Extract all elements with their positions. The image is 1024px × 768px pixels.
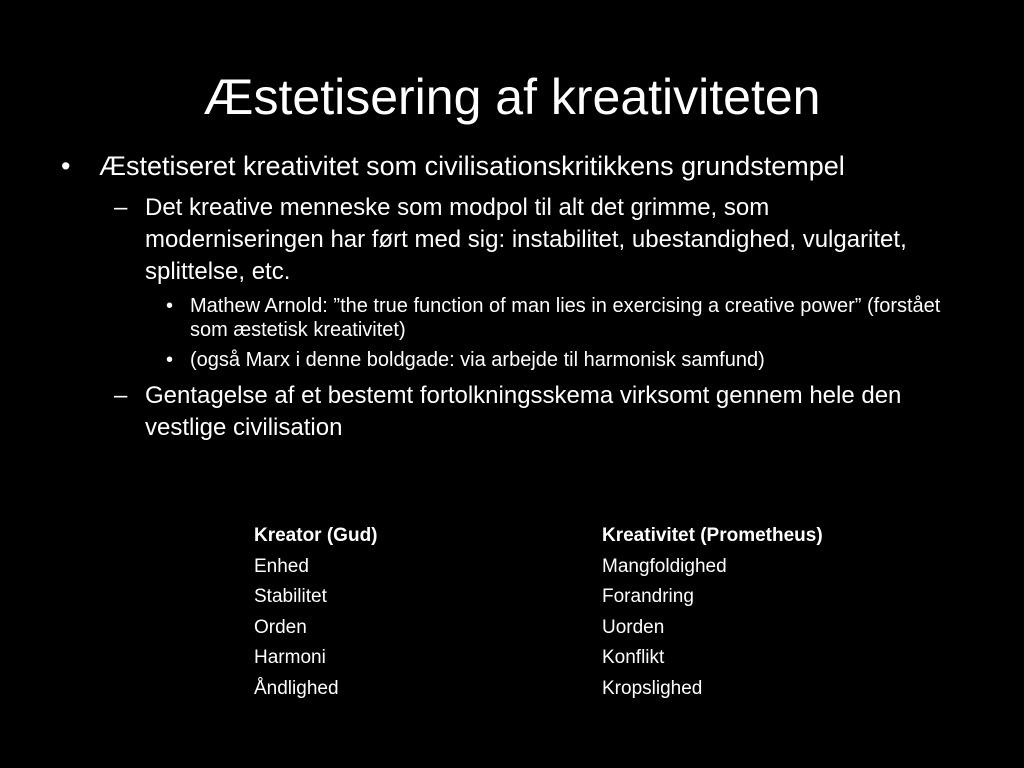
table-cell: Åndlighed xyxy=(254,677,339,699)
bullet-marker: • xyxy=(61,151,71,181)
bullet-text: Mathew Arnold: ”the true function of man lies in exercising a creative power” (forstået som æstetisk kreativitet) xyxy=(190,295,941,341)
table-cell: Enhed xyxy=(254,555,309,577)
table-cell: Orden xyxy=(254,616,307,638)
table-cell: Harmoni xyxy=(254,647,326,669)
bullet-item-level3 xyxy=(166,294,950,342)
table-cell: Uorden xyxy=(602,616,665,638)
bullet-item-level3 xyxy=(166,348,950,372)
bullet-item-level1 xyxy=(61,150,899,182)
slide-title: Æstetisering af kreativiteten xyxy=(203,69,821,125)
comparison-column-left xyxy=(254,521,378,705)
table-cell: Stabilitet xyxy=(254,586,327,608)
bullet-marker: • xyxy=(166,295,174,317)
bullet-text: Æstetiseret kreativitet som civilisationskritikkens grundstempel xyxy=(99,151,845,181)
comparison-column-right xyxy=(602,521,823,705)
table-cell: Mangfoldighed xyxy=(602,555,727,577)
bullet-item-level2 xyxy=(114,192,935,288)
table-cell: Konflikt xyxy=(602,647,665,669)
bullet-marker: • xyxy=(166,349,174,371)
bullet-list xyxy=(0,150,1024,444)
bullet-item-level2 xyxy=(114,380,935,444)
bullet-text: Det kreative menneske som modpol til alt det grimme, som moderniseringen har ført med sig: instabilitet, ubestandighed, vulgaritet, splittelse, etc. xyxy=(145,194,907,285)
dash-marker: – xyxy=(114,194,128,221)
dash-marker: – xyxy=(114,382,128,409)
column-header: Kreativitet (Prometheus) xyxy=(602,525,823,546)
table-cell: Forandring xyxy=(602,586,694,608)
column-header: Kreator (Gud) xyxy=(254,525,378,546)
table-cell: Kropslighed xyxy=(602,677,703,699)
bullet-text: Gentagelse af et bestemt fortolkningsskema virksomt gennem hele den vestlige civilisation xyxy=(145,382,902,441)
bullet-text: (også Marx i denne boldgade: via arbejde til harmonisk samfund) xyxy=(190,349,765,371)
